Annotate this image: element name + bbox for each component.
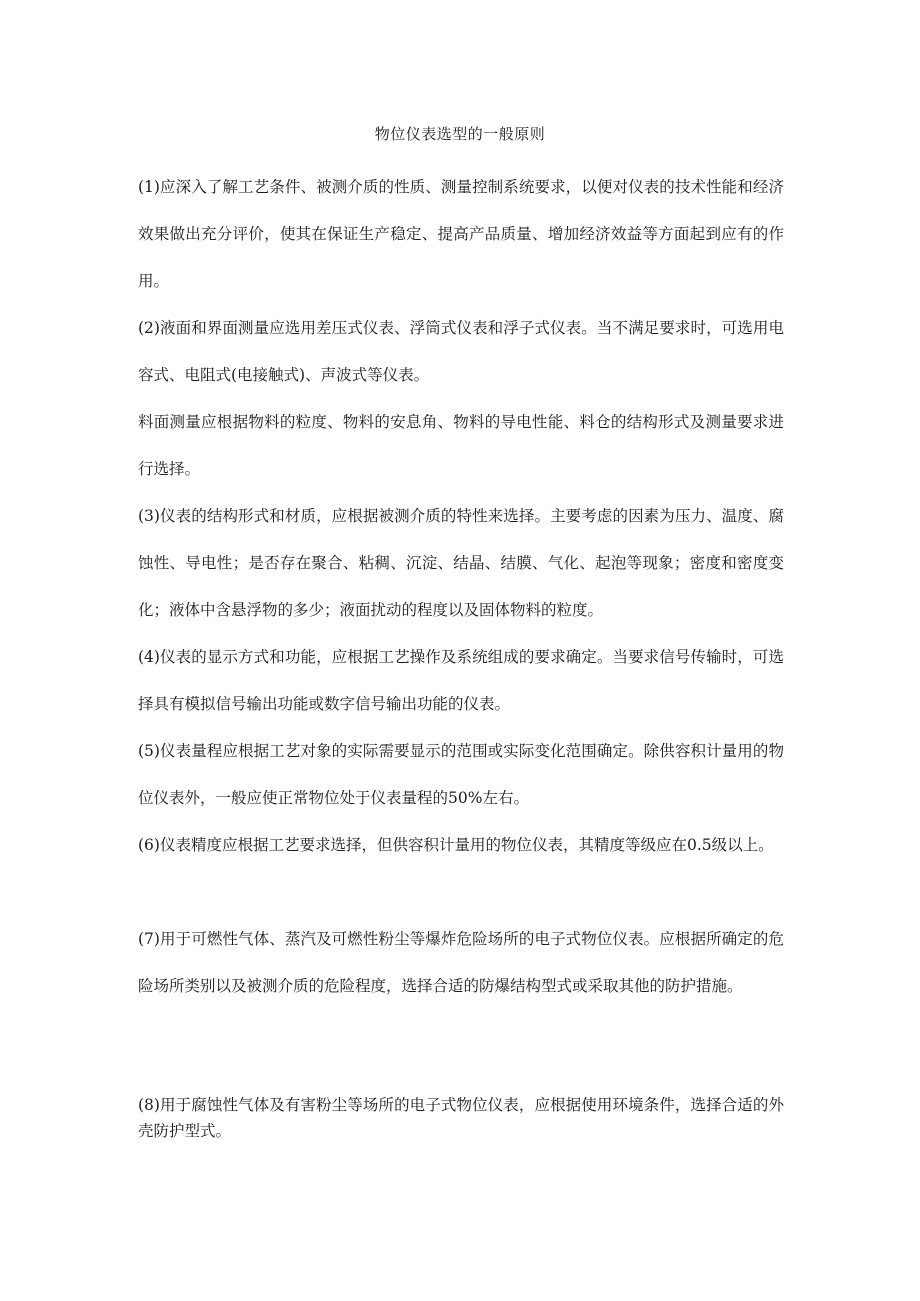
document-title: 物位仪表选型的一般原则 — [374, 125, 546, 143]
paragraph-principle-5: (5)仪表量程应根据工艺对象的实际需要显示的范围或实际变化范围确定。除供容积计量用的物位仪表外，一般应使正常物位处于仪表量程的50%左右。 — [138, 742, 784, 807]
paragraph-principle-2: (2)液面和界面测量应选用差压式仪表、浮筒式仪表和浮子式仪表。当不满足要求时，可选用电容式、电阻式(电接触式)、声波式等仪表。 — [138, 319, 784, 384]
paragraph-principle-8: (8)用于腐蚀性气体及有害粉尘等场所的电子式物位仪表，应根据使用环境条件，选择合适的外壳防护型式。 — [138, 1096, 784, 1140]
paragraph-material-level: 料面测量应根据物料的粒度、物料的安息角、物料的导电性能、料仓的结构形式及测量要求进行选择。 — [138, 413, 784, 478]
paragraph-principle-6: (6)仪表精度应根据工艺要求选择，但供容积计量用的物位仪表，其精度等级应在0.5级以上。 — [138, 836, 774, 854]
paragraph-principle-4: (4)仪表的显示方式和功能，应根据工艺操作及系统组成的要求确定。当要求信号传输时，可选择具有模拟信号输出功能或数字信号输出功能的仪表。 — [138, 648, 784, 713]
paragraph-principle-1: (1)应深入了解工艺条件、被测介质的性质、测量控制系统要求，以便对仪表的技术性能和经济效果做出充分评价，使其在保证生产稳定、提高产品质量、增加经济效益等方面起到应有的作用。 — [138, 178, 784, 290]
paragraph-principle-7: (7)用于可燃性气体、蒸汽及可燃性粉尘等爆炸危险场所的电子式物位仪表。应根据所确定的危险场所类别以及被测介质的危险程度，选择合适的防爆结构型式或采取其他的防护措施。 — [138, 930, 784, 995]
paragraph-principle-3: (3)仪表的结构形式和材质，应根据被测介质的特性来选择。主要考虑的因素为压力、温度、腐蚀性、导电性；是否存在聚合、粘稠、沉淀、结晶、结膜、气化、起泡等现象；密度和密度变化；液体中含悬浮物的多少；液面扰动的程度以及固体物料的粒度。 — [138, 507, 784, 619]
